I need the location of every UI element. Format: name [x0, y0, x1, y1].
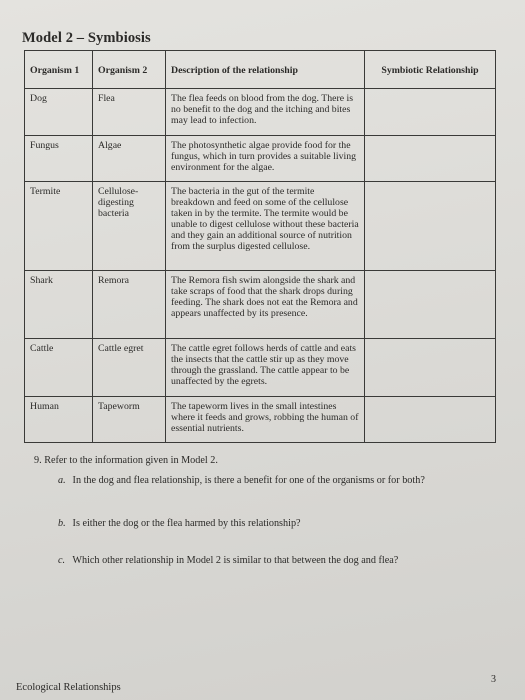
- question-letter: a.: [58, 475, 66, 486]
- description-cell: The tapeworm lives in the small intestines where it feeds and grows, robbing the human of essential nutrients.: [166, 397, 365, 443]
- relationship-answer-cell[interactable]: [365, 397, 496, 443]
- header-organism-2: Organism 2: [93, 51, 166, 89]
- question-text: Which other relationship in Model 2 is similar to that between the dog and flea?: [72, 555, 399, 566]
- question-letter: c.: [58, 555, 66, 566]
- relationship-answer-cell[interactable]: [365, 271, 496, 339]
- question-9b: [58, 518, 301, 529]
- organism-1-cell: Human: [25, 397, 93, 443]
- symbiosis-table: [24, 50, 496, 443]
- question-text: In the dog and flea relationship, is there a benefit for one of the organisms or for both?: [72, 475, 425, 486]
- table-row: [25, 339, 496, 397]
- relationship-answer-cell[interactable]: [365, 89, 496, 136]
- header-organism-1: Organism 1: [25, 51, 93, 89]
- organism-1-cell: Fungus: [25, 136, 93, 182]
- organism-2-cell: Cellulose-digesting bacteria: [93, 182, 166, 271]
- table-row: [25, 271, 496, 339]
- table-row: [25, 136, 496, 182]
- question-letter: b.: [58, 518, 66, 529]
- question-9-intro: 9. Refer to the information given in Model 2.: [34, 455, 218, 466]
- header-description: Description of the relationship: [166, 51, 365, 89]
- header-symbiotic-relationship: Symbiotic Relationship: [365, 51, 496, 89]
- organism-1-cell: Cattle: [25, 339, 93, 397]
- relationship-answer-cell[interactable]: [365, 339, 496, 397]
- description-cell: The Remora fish swim alongside the shark and take scraps of food that the shark drops during feeding. The shark does not eat the Remora and appears unaffected by its presence.: [166, 271, 365, 339]
- description-cell: The bacteria in the gut of the termite breakdown and feed on some of the cellulose taken in by the termite. The termite would be unable to digest cellulose without these bacteria and they gain an additional source of nutrition from the surplus digested cellulose.: [166, 182, 365, 271]
- organism-1-cell: Dog: [25, 89, 93, 136]
- organism-2-cell: Algae: [93, 136, 166, 182]
- organism-2-cell: Cattle egret: [93, 339, 166, 397]
- footer-title: Ecological Relationships: [16, 682, 121, 693]
- question-9a: [58, 475, 425, 486]
- table-header-row: [25, 51, 496, 89]
- organism-2-cell: Remora: [93, 271, 166, 339]
- description-cell: The photosynthetic algae provide food for the fungus, which in turn provides a suitable living environment for the algae.: [166, 136, 365, 182]
- description-cell: The flea feeds on blood from the dog. There is no benefit to the dog and the itching and bites may lead to infection.: [166, 89, 365, 136]
- relationship-answer-cell[interactable]: [365, 182, 496, 271]
- table-row: [25, 397, 496, 443]
- page-number: 3: [491, 674, 496, 685]
- organism-2-cell: Tapeworm: [93, 397, 166, 443]
- table-row: [25, 182, 496, 271]
- table-row: [25, 89, 496, 136]
- organism-1-cell: Shark: [25, 271, 93, 339]
- relationship-answer-cell[interactable]: [365, 136, 496, 182]
- question-9c: [58, 555, 398, 566]
- description-cell: The cattle egret follows herds of cattle and eats the insects that the cattle stir up as they move through the grassland. The cattle appear to be unaffected by the egrets.: [166, 339, 365, 397]
- question-text: Is either the dog or the flea harmed by this relationship?: [72, 518, 301, 529]
- organism-1-cell: Termite: [25, 182, 93, 271]
- model-title: Model 2 – Symbiosis: [22, 30, 151, 46]
- organism-2-cell: Flea: [93, 89, 166, 136]
